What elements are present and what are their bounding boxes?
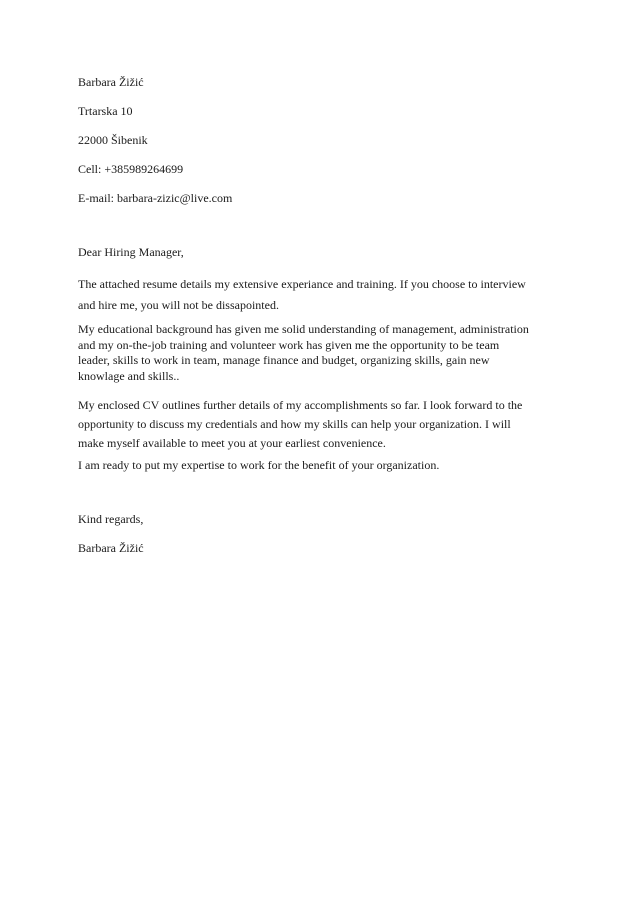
- paragraph-line: knowlage and skills..: [78, 368, 180, 383]
- paragraph-3: [78, 396, 558, 453]
- salutation: Dear Hiring Manager,: [78, 245, 184, 259]
- sender-cell: Cell: +385989264699: [78, 162, 184, 176]
- paragraph-line: and hire me, you will not be dissapointed.: [78, 298, 279, 312]
- paragraph-line: and my on-the-job training and volunteer work has given me the opportunity to be team: [78, 337, 500, 352]
- sender-name: Barbara Žižić: [78, 75, 144, 89]
- paragraph-line: make myself available to meet you at your earliest convenience.: [78, 436, 386, 450]
- paragraph-2: [78, 322, 558, 384]
- paragraph-4: [78, 458, 558, 473]
- sender-email: E-mail: barbara-zizic@live.com: [78, 191, 233, 205]
- sender-street: Trtarska 10: [78, 104, 133, 118]
- paragraph-line: My enclosed CV outlines further details of my accomplishments so far. I look forward to the: [78, 398, 523, 412]
- paragraph-line: The attached resume details my extensive experiance and training. If you choose to interview: [78, 277, 526, 291]
- paragraph-line: opportunity to discuss my credentials and how my skills can help your organization. I will: [78, 417, 511, 431]
- closing: Kind regards,: [78, 512, 144, 526]
- paragraph-1: [78, 274, 558, 316]
- paragraph-line: leader, skills to work in team, manage finance and budget, organizing skills, gain new: [78, 353, 490, 367]
- signature: Barbara Žižić: [78, 541, 144, 555]
- sender-city: 22000 Šibenik: [78, 133, 148, 147]
- paragraph-line: I am ready to put my expertise to work for the benefit of your organization.: [78, 458, 440, 472]
- paragraph-line: My educational background has given me solid understanding of management, administration: [78, 322, 529, 336]
